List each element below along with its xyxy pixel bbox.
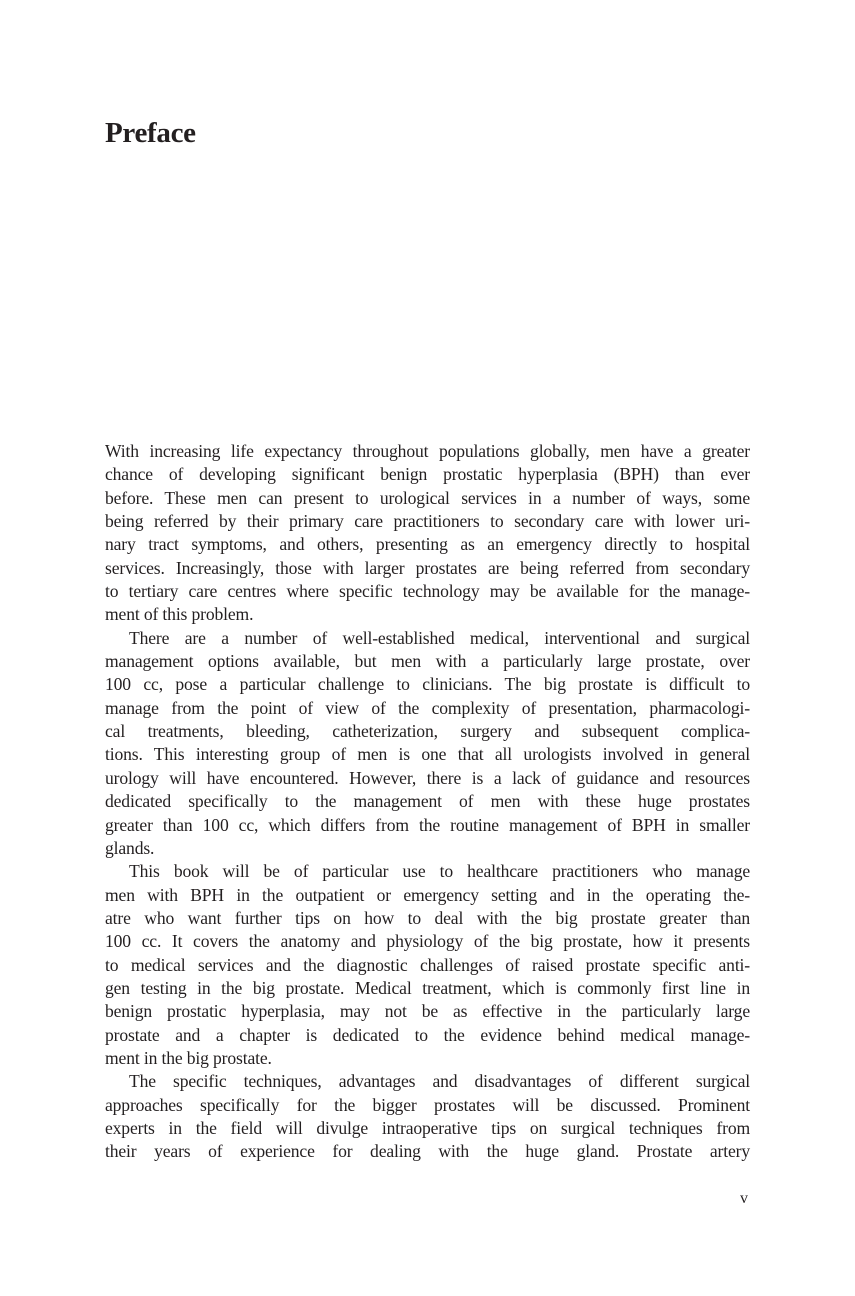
preface-body [105, 440, 750, 1164]
text-line: glands. [105, 837, 155, 858]
text-line: The specific techniques, advantages and disadvantages of different surgical [129, 1071, 750, 1092]
text-line: being referred by their primary care practitioners to secondary care with lower uri- [105, 511, 750, 532]
text-line: prostate and a chapter is dedicated to the evidence behind medical manage- [105, 1024, 750, 1045]
text-line: 100 cc. It covers the anatomy and physiology of the big prostate, how it presents [105, 931, 750, 952]
text-line: This book will be of particular use to healthcare practitioners who manage [129, 861, 750, 882]
text-line: urology will have encountered. However, there is a lack of guidance and resources [105, 767, 750, 788]
text-line: to tertiary care centres where specific technology may be available for the manage- [105, 581, 750, 602]
text-line: approaches specifically for the bigger prostates will be discussed. Prominent [105, 1094, 750, 1115]
text-line: 100 cc, pose a particular challenge to clinicians. The big prostate is difficult to [105, 674, 750, 695]
paragraph [105, 627, 750, 860]
text-line: management options available, but men with a particularly large prostate, over [105, 651, 750, 672]
text-line: cal treatments, bleeding, catheterization, surgery and subsequent complica- [105, 721, 750, 742]
page-number: v [740, 1190, 748, 1207]
page-title: Preface [105, 117, 196, 149]
text-line: before. These men can present to urological services in a number of ways, some [105, 487, 750, 508]
paragraph [105, 440, 750, 627]
text-line: ment of this problem. [105, 604, 254, 625]
text-line: nary tract symptoms, and others, presenting as an emergency directly to hospital [105, 534, 750, 555]
text-line: men with BPH in the outpatient or emergency setting and in the operating the- [105, 884, 750, 905]
paragraph [105, 1070, 750, 1163]
text-line: services. Increasingly, those with larger prostates are being referred from secondary [105, 557, 750, 578]
text-line: With increasing life expectancy throughout populations globally, men have a greater [105, 441, 750, 461]
text-line: their years of experience for dealing with the huge gland. Prostate artery [105, 1141, 750, 1162]
text-line: to medical services and the diagnostic challenges of raised prostate specific anti- [105, 954, 750, 975]
text-line: There are a number of well-established medical, interventional and surgical [129, 627, 750, 648]
text-line: atre who want further tips on how to deal with the big prostate greater than [105, 907, 750, 928]
text-line: manage from the point of view of the complexity of presentation, pharmacologi- [105, 697, 750, 718]
text-line: benign prostatic hyperplasia, may not be as effective in the particularly large [105, 1001, 750, 1022]
text-line: tions. This interesting group of men is one that all urologists involved in general [105, 744, 750, 765]
paragraph [105, 860, 750, 1070]
text-line: gen testing in the big prostate. Medical treatment, which is commonly first line in [105, 977, 750, 998]
text-line: ment in the big prostate. [105, 1047, 272, 1068]
text-line: chance of developing significant benign prostatic hyperplasia (BPH) than ever [105, 464, 750, 485]
text-line: greater than 100 cc, which differs from the routine management of BPH in smaller [105, 814, 750, 835]
text-line: dedicated specifically to the management of men with these huge prostates [105, 791, 750, 812]
text-line: experts in the field will divulge intraoperative tips on surgical techniques from [105, 1117, 750, 1138]
